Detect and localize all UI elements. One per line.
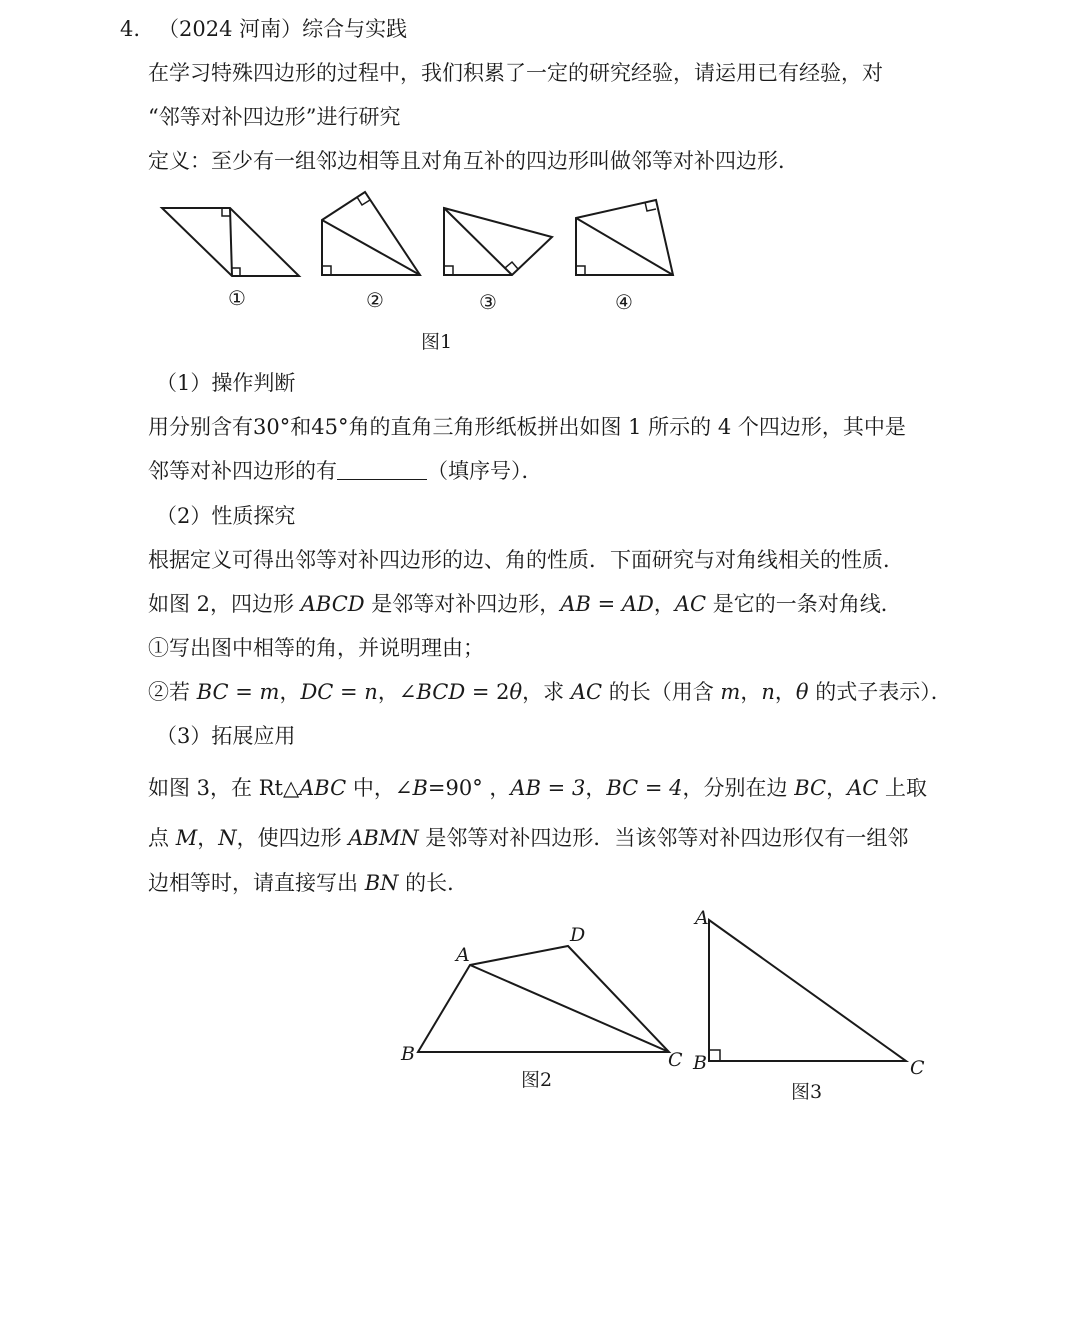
text-run: 中，∠	[346, 776, 413, 800]
text-run: ，使四边形	[236, 826, 349, 850]
text-run: ，	[279, 680, 301, 704]
text-run: 是它的一条对角线．	[706, 592, 902, 616]
figure3-label-b: B	[693, 1052, 707, 1074]
math-run: θ	[509, 680, 523, 704]
figure2-label-b: B	[401, 1043, 415, 1065]
text-run: ，	[774, 680, 796, 704]
text-run: 边相等时，请直接写出	[148, 871, 365, 895]
text-run: 是邻等对补四边形．当该邻等对补四边形仅有一组邻	[418, 826, 909, 850]
figure1-label-3: ③	[479, 290, 497, 314]
answer-blank	[337, 461, 427, 480]
figure1-label-1: ①	[228, 286, 246, 310]
text-run: 的式子表示）．	[808, 680, 952, 704]
text-run: 如图 3，在 Rt△	[148, 776, 300, 800]
figure2-label-a: A	[456, 944, 470, 966]
math-run: m	[720, 680, 741, 704]
part3-heading: （3）拓展应用	[156, 724, 296, 748]
math-run: AC	[570, 680, 603, 704]
figure3-label-c: C	[910, 1057, 925, 1079]
text-run: 的长（用含	[602, 680, 721, 704]
figure1-caption: 图1	[421, 331, 453, 353]
figure3	[709, 920, 906, 1061]
figure3-caption: 图3	[791, 1081, 823, 1103]
math-run: ABCD	[300, 592, 365, 616]
text-run: 上取	[878, 776, 928, 800]
definition: 定义：至少有一组邻边相等且对角互补的四边形叫做邻等对补四边形．	[148, 149, 799, 173]
part1-line-2-text: 邻等对补四边形的有	[148, 459, 337, 483]
figure2-label-c: C	[668, 1049, 683, 1071]
part2-question-2	[148, 678, 952, 706]
part1-line-2-suffix: （填序号）．	[427, 459, 543, 483]
problem-source-title: （2024 河南）综合与实践	[158, 17, 408, 41]
part1-heading: （1）操作判断	[156, 371, 296, 395]
figure1-label-2: ②	[366, 288, 384, 312]
math-run: θ	[795, 680, 809, 704]
math-run: ABMN	[348, 826, 419, 850]
text-run: ，	[740, 680, 762, 704]
figure3-label-a: A	[695, 907, 709, 929]
part3-line-2	[148, 824, 908, 852]
text-run: 是邻等对补四边形，	[364, 592, 561, 616]
figure2-caption: 图2	[521, 1069, 553, 1091]
text-run: 如图 2，四边形	[148, 592, 301, 616]
part1-line-2	[148, 457, 543, 485]
math-run: N	[218, 826, 237, 850]
text-run: ，求	[522, 680, 571, 704]
math-run: AC	[674, 592, 707, 616]
math-run: M	[175, 826, 198, 850]
text-run: ，	[585, 776, 607, 800]
text-run: 的长．	[398, 871, 469, 895]
math-run: BC = 4	[606, 776, 683, 800]
problem-number: 4.	[120, 17, 141, 41]
figure1-quad-3	[444, 208, 552, 275]
text-run: ，∠	[377, 680, 417, 704]
figure1-quad-2	[322, 192, 420, 275]
intro-line-2: “邻等对补四边形”进行研究	[148, 105, 401, 129]
figure1-quad-1	[162, 208, 299, 276]
part2-line-1: 根据定义可得出邻等对补四边形的边、角的性质．下面研究与对角线相关的性质．	[148, 548, 904, 572]
text-run: ，	[653, 592, 675, 616]
math-run: DC = n	[300, 680, 378, 704]
text-run: = 2	[465, 680, 510, 704]
text-run: 点	[148, 826, 176, 850]
math-run: AB = 3	[510, 776, 586, 800]
math-run: BC = m	[196, 680, 280, 704]
part3-line-1	[148, 774, 927, 802]
math-run: B	[412, 776, 428, 800]
math-run: ABC	[299, 776, 347, 800]
part3-line-3	[148, 869, 468, 897]
math-run: BCD	[416, 680, 466, 704]
figure2-label-d: D	[570, 924, 586, 946]
text-run: ②若	[148, 680, 197, 704]
part2-line-2	[148, 590, 902, 618]
text-run: =90° ，	[427, 776, 511, 800]
figure1	[162, 192, 673, 276]
text-run: ，分别在边	[682, 776, 795, 800]
part2-heading: （2）性质探究	[156, 504, 296, 528]
intro-line-1: 在学习特殊四边形的过程中，我们积累了一定的研究经验，请运用已有经验，对	[148, 61, 883, 85]
figure1-quad-4	[576, 200, 673, 275]
text-run: ，	[197, 826, 219, 850]
math-run: BC	[794, 776, 827, 800]
math-run: n	[761, 680, 775, 704]
math-run: AB = AD	[560, 592, 654, 616]
text-run: ，	[826, 776, 848, 800]
math-run: BN	[364, 871, 399, 895]
part2-question-1: ①写出图中相等的角，并说明理由；	[148, 636, 484, 660]
math-run: AC	[847, 776, 879, 800]
part1-line-1: 用分别含有30°和45°角的直角三角形纸板拼出如图 1 所示的 4 个四边形，其中是	[148, 415, 906, 439]
figure1-label-4: ④	[615, 290, 633, 314]
